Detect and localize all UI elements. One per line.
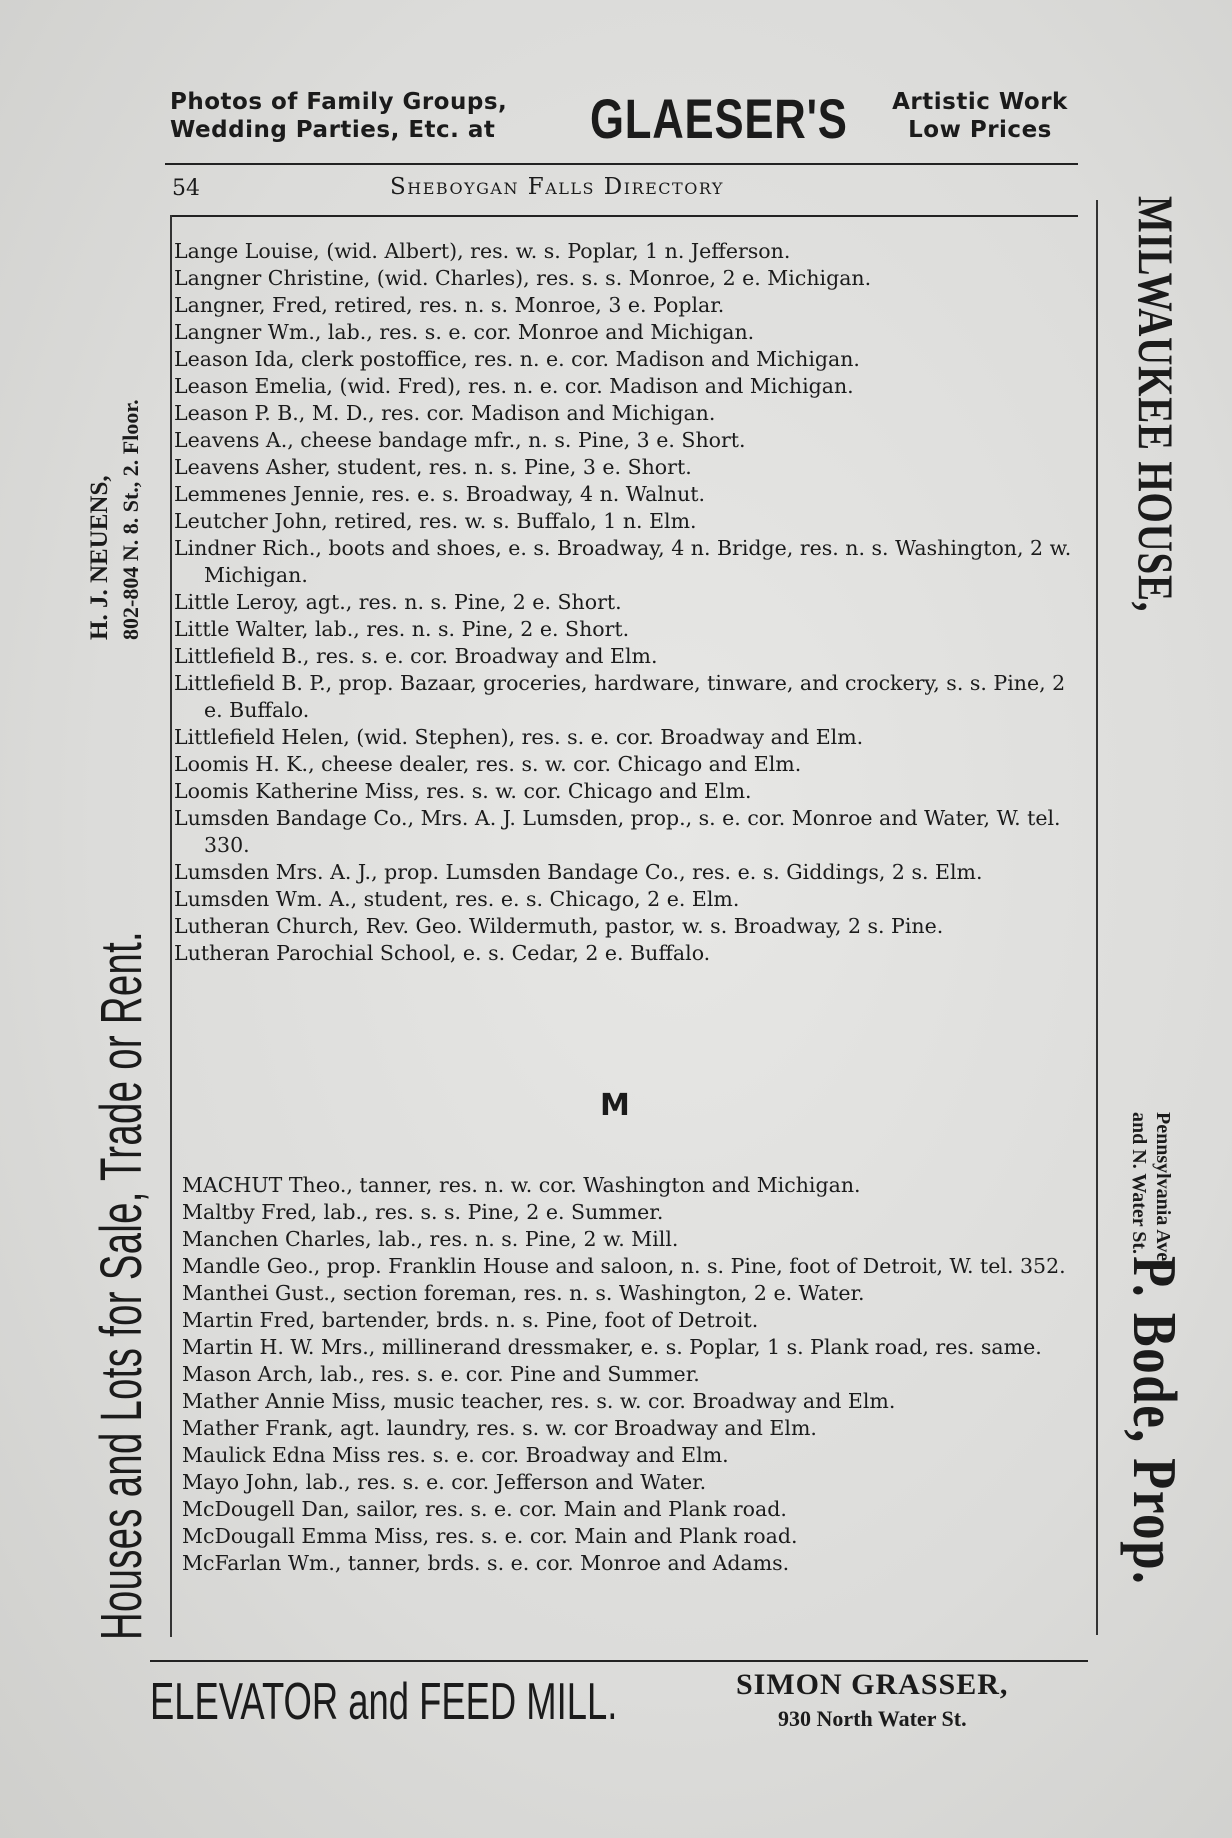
section-letter: M <box>600 1088 630 1123</box>
right-ad-address <box>1127 1112 1175 1266</box>
bottom-ad-divider <box>150 1660 1088 1662</box>
top-ad-left-text <box>170 88 590 144</box>
right-ad-name: MILWAUKEE HOUSE, <box>1128 196 1184 613</box>
listing-entry: Mather Annie Miss, music teacher, res. s. w. cor. Broadway and Elm. <box>182 1389 896 1413</box>
left-ad-address: 802-804 N. 8. St., 2. Floor. <box>118 399 143 640</box>
listing-entry: Lumsden Wm. A., student, res. e. s. Chicago, 2 e. Elm. <box>174 887 740 911</box>
listing-entry: Langner Christine, (wid. Charles), res. s. s. Monroe, 2 e. Michigan. <box>174 266 872 290</box>
listing-entry: Littlefield B. P., prop. Bazaar, groceries, hardware, tinware, and crockery, s. s. Pine, 2 e. Buffalo. <box>174 671 1066 722</box>
top-ad-left-line2: Wedding Parties, Etc. at <box>170 117 496 143</box>
listing-entry: Loomis Katherine Miss, res. s. w. cor. Chicago and Elm. <box>174 779 752 803</box>
listing-entry: Leavens A., cheese bandage mfr., n. s. Pine, 3 e. Short. <box>174 428 746 452</box>
right-column-rule <box>1096 200 1098 1635</box>
listing-entry: Lange Louise, (wid. Albert), res. w. s. Poplar, 1 n. Jefferson. <box>174 239 791 263</box>
listing-entry: Mather Frank, agt. laundry, res. s. w. cor Broadway and Elm. <box>182 1416 817 1440</box>
listing-entry: Martin Fred, bartender, brds. n. s. Pine, foot of Detroit. <box>182 1308 759 1332</box>
listing-entry: Martin H. W. Mrs., millinerand dressmaker, e. s. Poplar, 1 s. Plank road, res. same. <box>182 1335 1042 1359</box>
listing-entry: Littlefield Helen, (wid. Stephen), res. s. e. cor. Broadway and Elm. <box>174 725 864 749</box>
listing-entry: Lutheran Church, Rev. Geo. Wildermuth, pastor, w. s. Broadway, 2 s. Pine. <box>174 914 944 938</box>
left-ad-text: Houses and Lots for Sale, Trade or Rent. <box>89 930 154 1640</box>
listing-entry: Lumsden Bandage Co., Mrs. A. J. Lumsden, prop., s. e. cor. Monroe and Water, W. tel. 330. <box>174 806 1061 857</box>
listing-entry: Langner, Fred, retired, res. n. s. Monroe, 3 e. Poplar. <box>174 293 725 317</box>
page-number: 54 <box>172 176 200 201</box>
listing-entry: Mason Arch, lab., res. s. e. cor. Pine and Summer. <box>182 1362 700 1386</box>
listing-entry: Mandle Geo., prop. Franklin House and saloon, n. s. Pine, foot of Detroit, W. tel. 352. <box>182 1254 1066 1278</box>
listing-entry: Lindner Rich., boots and shoes, e. s. Broadway, 4 n. Bridge, res. n. s. Washington, 2 w. Michigan. <box>174 536 1072 587</box>
listing-entry: Maulick Edna Miss res. s. e. cor. Broadway and Elm. <box>182 1443 729 1467</box>
top-ad-right-line1: Artistic Work <box>892 89 1068 115</box>
listing-entry: Leason Ida, clerk postoffice, res. n. e. cor. Madison and Michigan. <box>174 347 860 371</box>
top-advertisement <box>170 88 1080 156</box>
listing-entry: Loomis H. K., cheese dealer, res. s. w. cor. Chicago and Elm. <box>174 752 802 776</box>
right-ad-proprietor: P. Bode, Prop. <box>1120 1256 1188 1586</box>
listing-entry: McFarlan Wm., tanner, brds. s. e. cor. Monroe and Adams. <box>182 1551 790 1575</box>
listing-entry: Leavens Asher, student, res. n. s. Pine, 3 e. Short. <box>174 455 692 479</box>
left-side-advertisement <box>82 200 162 1640</box>
listing-entry: Maltby Fred, lab., res. s. s. Pine, 2 e. Summer. <box>182 1200 664 1224</box>
listing-entry: McDougall Emma Miss, res. s. e. cor. Main and Plank road. <box>182 1524 798 1548</box>
listing-entry: Leason P. B., M. D., res. cor. Madison and Michigan. <box>174 401 716 425</box>
right-side-advertisement <box>1105 196 1188 1636</box>
listing-entry: Little Walter, lab., res. n. s. Pine, 2 e. Short. <box>174 617 630 641</box>
listing-entry: Langner Wm., lab., res. s. e. cor. Monroe and Michigan. <box>174 320 755 344</box>
listing-entry: Mayo John, lab., res. s. e. cor. Jefferson and Water. <box>182 1470 707 1494</box>
bottom-ad-address: 930 North Water St. <box>778 1706 967 1731</box>
listing-entry: McDougell Dan, sailor, res. s. e. cor. Main and Plank road. <box>182 1497 787 1521</box>
running-head: Sheboygan Falls Directory <box>390 174 724 200</box>
top-ad-right-text <box>875 88 1085 144</box>
listing-entry: Little Leroy, agt., res. n. s. Pine, 2 e. Short. <box>174 590 622 614</box>
listings-m <box>182 1172 1087 1577</box>
right-ad-address-line1: Pennsylvania Ave. <box>1152 1112 1174 1267</box>
top-ad-left-line1: Photos of Family Groups, <box>170 89 508 115</box>
listing-entry: Manchen Charles, lab., res. n. s. Pine, 2 w. Mill. <box>182 1227 679 1251</box>
right-ad-address-line2: and N. Water St. <box>1128 1112 1150 1255</box>
listing-entry: Lumsden Mrs. A. J., prop. Lumsden Bandage Co., res. e. s. Giddings, 2 s. Elm. <box>174 860 983 884</box>
listing-entry: Leutcher John, retired, res. w. s. Buffalo, 1 n. Elm. <box>174 509 697 533</box>
bottom-ad-mill: ELEVATOR and FEED MILL. <box>150 1673 618 1731</box>
listing-entry: Littlefield B., res. s. e. cor. Broadway and Elm. <box>174 644 658 668</box>
top-ad-right-line2: Low Prices <box>908 117 1052 143</box>
left-ad-proprietor: H. J. NEUENS, <box>86 475 113 640</box>
listing-entry: Lemmenes Jennie, res. e. s. Broadway, 4 n. Walnut. <box>174 482 706 506</box>
header-divider <box>172 215 1078 217</box>
bottom-ad-name: SIMON GRASSER, <box>736 1668 1009 1701</box>
listing-entry: Manthei Gust., section foreman, res. n. s. Washington, 2 e. Water. <box>182 1281 865 1305</box>
listing-entry: MACHUT Theo., tanner, res. n. w. cor. Washington and Michigan. <box>182 1173 861 1197</box>
bottom-advertisement <box>150 1668 1090 1758</box>
top-ad-divider <box>165 163 1078 165</box>
top-ad-brand: GLAESER'S <box>590 87 848 150</box>
listing-entry: Leason Emelia, (wid. Fred), res. n. e. cor. Madison and Michigan. <box>174 374 854 398</box>
left-column-rule <box>170 215 172 1637</box>
listings-l <box>174 238 1084 967</box>
listing-entry: Lutheran Parochial School, e. s. Cedar, 2 e. Buffalo. <box>174 941 711 965</box>
